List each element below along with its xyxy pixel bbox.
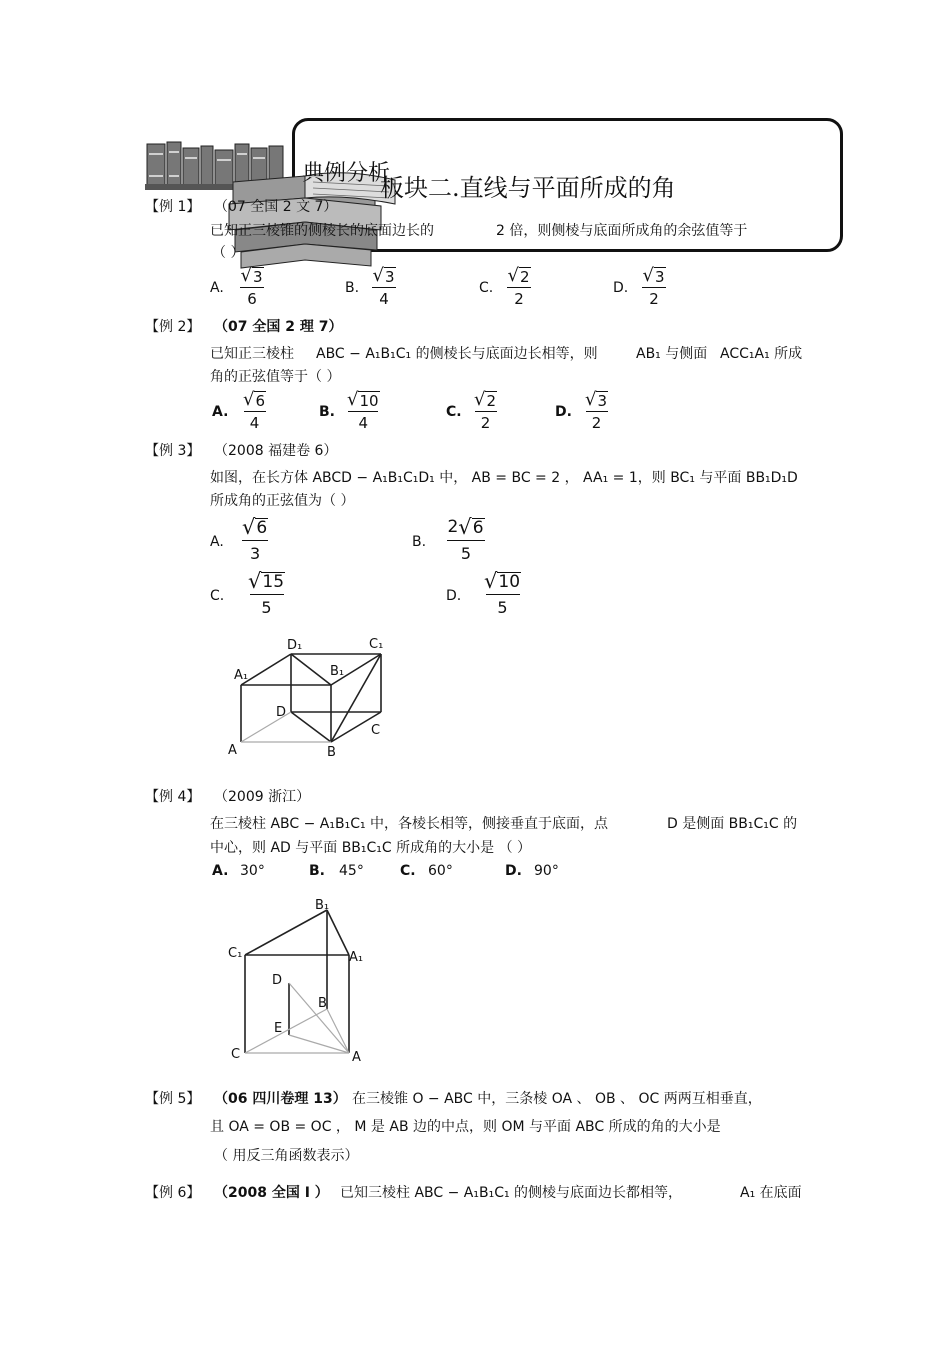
option-letter: C. [400, 863, 416, 879]
option-fraction: √ 3 2 [642, 265, 665, 309]
vertex-label: B [327, 745, 336, 760]
vertex-label: C₁ [369, 637, 384, 652]
option-numerator: 3 [252, 267, 263, 286]
option-denominator: 2 [514, 290, 524, 309]
page-title: 板块二.直线与平面所成的角 [380, 174, 676, 202]
option-fraction: √ 10 4 [347, 389, 379, 433]
option-numerator: 6 [255, 391, 266, 410]
section-label: 典例分析 [302, 161, 391, 186]
option-value: 45° [339, 863, 364, 879]
example-4-stem: D 是侧面 BB₁C₁C 的 [667, 816, 798, 832]
example-3-stem: 如图，在长方体 ABCD − A₁B₁C₁D₁ 中， AB = BC = 2 ， AA₁ = 1，则 BC₁ 与平面 BB₁D₁D [210, 470, 798, 486]
option-value: 60° [428, 863, 453, 879]
example-5-label: 【例 5】 [145, 1091, 201, 1107]
option-numerator: 3 [384, 267, 395, 286]
option-denominator: 5 [261, 598, 272, 618]
example-6-label: 【例 6】 [145, 1185, 201, 1201]
example-5-source: （06 四川卷理 13） [214, 1091, 347, 1107]
option-fraction: √ 10 5 [484, 569, 521, 618]
option-letter: D. [555, 404, 572, 420]
option-fraction: √ 15 5 [248, 569, 285, 618]
example-5-stem: （ 用反三角函数表示） [214, 1148, 359, 1164]
example-1-source: （07 全国 2 文 7） [214, 199, 338, 215]
option-letter: C. [479, 280, 494, 296]
option-letter: A. [210, 534, 224, 550]
option-letter: B. [412, 534, 427, 550]
vertex-label: E [274, 1021, 283, 1036]
example-2-label: 【例 2】 [145, 319, 201, 335]
example-2-stem: 角的正弦值等于（ ） [210, 369, 341, 385]
vertex-label: C₁ [228, 946, 243, 961]
example-2-stem: 已知正三棱柱 [210, 346, 294, 362]
option-letter: C. [210, 588, 225, 604]
option-denominator: 2 [649, 290, 659, 309]
option-denominator: 2 [591, 414, 602, 433]
example-5-stem: 且 OA = OB = OC ， M 是 AB 边的中点，则 OM 与平面 ABC 所成的角的大小是 [210, 1119, 721, 1135]
option-denominator: 4 [379, 290, 389, 309]
example-6-stem: A₁ 在底面 [740, 1185, 802, 1201]
vertex-label: C [371, 723, 381, 738]
option-numerator: 2 [519, 267, 530, 286]
vertex-label: A₁ [349, 950, 364, 965]
example-1-stem: 2 倍，则侧棱与底面所成角的余弦值等于 [496, 223, 748, 239]
vertex-label: A [352, 1050, 361, 1065]
example-4-stem: 中心，则 AD 与平面 BB₁C₁C 所成角的大小是 （ ） [210, 840, 532, 856]
option-fraction: 2 √ 6 5 [447, 515, 484, 564]
example-2-stem: ACC₁A₁ 所成 [720, 346, 803, 362]
option-fraction: √ 3 4 [372, 265, 395, 309]
option-denominator: 3 [250, 544, 261, 564]
option-denominator: 5 [460, 544, 472, 564]
option-fraction: √ 2 2 [507, 265, 530, 309]
option-letter: D. [505, 863, 522, 879]
option-numerator: 15 [262, 571, 285, 592]
example-6-source: （2008 全国 Ⅰ ） [214, 1185, 329, 1201]
example-6-stem: 已知三棱柱 ABC − A₁B₁C₁ 的侧棱与底面边长都相等， [340, 1185, 683, 1201]
example-3-label: 【例 3】 [145, 443, 201, 459]
vertex-label: D [276, 705, 287, 720]
option-numerator: 3 [654, 267, 665, 286]
option-numerator: 3 [597, 391, 608, 410]
option-letter: B. [319, 404, 335, 420]
option-numerator: 6 [472, 517, 484, 538]
option-letter: A. [212, 863, 229, 879]
prism-figure [225, 895, 375, 1065]
option-fraction: √ 6 3 [242, 515, 268, 564]
example-4-source: （2009 浙江） [214, 789, 311, 805]
option-letter: B. [309, 863, 325, 879]
option-denominator: 6 [247, 290, 257, 309]
example-4-label: 【例 4】 [145, 789, 201, 805]
vertex-label: A [228, 743, 237, 758]
vertex-label: D₁ [287, 638, 303, 653]
option-letter: A. [212, 404, 229, 420]
option-coefficient: 2 [447, 517, 459, 537]
option-value: 30° [240, 863, 265, 879]
option-letter: D. [446, 588, 462, 604]
option-numerator: 6 [256, 517, 268, 538]
example-2-stem: ABC − A₁B₁C₁ 的侧棱长与底面边长相等，则 [316, 346, 598, 362]
option-fraction: √ 6 4 [243, 389, 266, 433]
vertex-label: D [272, 973, 283, 988]
option-denominator: 4 [358, 414, 369, 433]
option-fraction: √ 3 6 [240, 265, 263, 309]
option-fraction: √ 3 2 [585, 389, 608, 433]
vertex-label: A₁ [234, 668, 249, 683]
example-5-stem: 在三棱锥 O − ABC 中，三条棱 OA 、 OB 、 OC 两两互相垂直， [352, 1091, 762, 1107]
example-3-source: （2008 福建卷 6） [214, 443, 338, 459]
example-2-source: （07 全国 2 理 7） [214, 319, 343, 335]
option-numerator: 10 [498, 571, 521, 592]
example-1-label: 【例 1】 [145, 199, 201, 215]
option-letter: A. [210, 280, 224, 296]
vertex-label: B [318, 996, 327, 1011]
example-3-stem: 所成角的正弦值为（ ） [210, 493, 355, 509]
example-2-stem: AB₁ 与侧面 [636, 346, 708, 362]
option-value: 90° [534, 863, 559, 879]
option-letter: C. [446, 404, 462, 420]
option-denominator: 5 [497, 598, 508, 618]
vertex-label: B₁ [330, 664, 345, 679]
option-denominator: 4 [249, 414, 260, 433]
example-1-stem: 已知正三棱锥的侧棱长的底面边长的 [210, 223, 434, 239]
option-denominator: 2 [480, 414, 491, 433]
example-1-stem: （ ） [212, 245, 245, 261]
option-letter: D. [613, 280, 629, 296]
option-numerator: 10 [359, 391, 379, 410]
option-fraction: √ 2 2 [474, 389, 497, 433]
example-4-stem: 在三棱柱 ABC − A₁B₁C₁ 中，各棱长相等，侧接垂直于底面，点 [210, 816, 609, 832]
option-letter: B. [345, 280, 360, 296]
vertex-label: B₁ [315, 898, 330, 913]
vertex-label: C [231, 1047, 241, 1062]
option-numerator: 2 [486, 391, 497, 410]
